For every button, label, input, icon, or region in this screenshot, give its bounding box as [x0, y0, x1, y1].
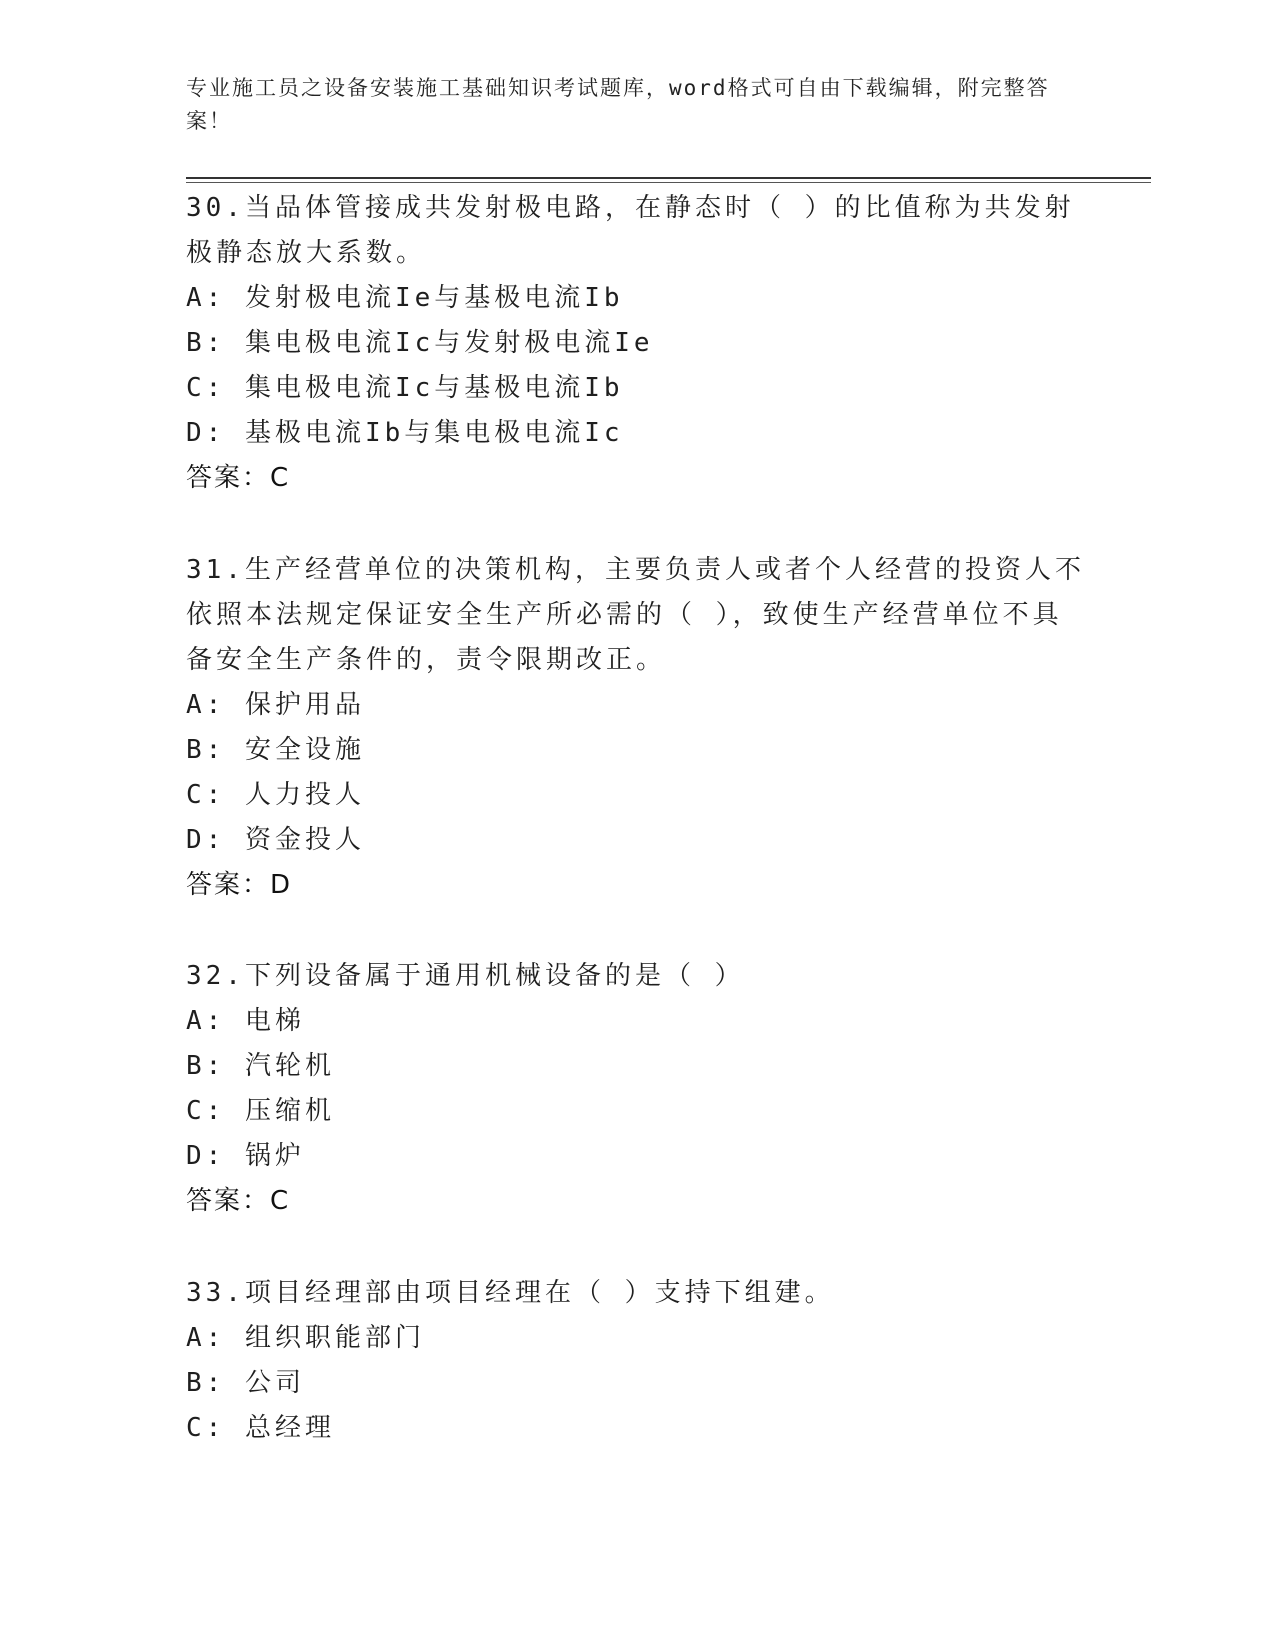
- question-stem: 31.生产经营单位的决策机构，主要负责人或者个人经营的投资人不依照本法规定保证安全生产所必需的（ ），致使生产经营单位不具备安全生产条件的，责令限期改正。: [186, 555, 1085, 675]
- option-b: B: 汽轮机: [186, 1051, 335, 1081]
- answer: 答案：C: [186, 1186, 291, 1216]
- option-c: C: 总经理: [186, 1413, 335, 1443]
- header-rule-thick: [186, 177, 1151, 179]
- answer: 答案：C: [186, 463, 291, 493]
- question-31: [186, 548, 1086, 908]
- question-32: [186, 954, 1086, 1224]
- option-b: B: 公司: [186, 1368, 305, 1398]
- question-stem: 33.项目经理部由项目经理在（ ）支持下组建。: [186, 1278, 835, 1308]
- question-stem: 30.当品体管接成共发射极电路，在静态时（ ）的比值称为共发射极静态放大系数。: [186, 193, 1075, 268]
- answer: 答案：D: [186, 870, 293, 900]
- option-a: A: 电梯: [186, 1006, 305, 1036]
- option-b: B: 安全设施: [186, 735, 365, 765]
- option-a: A: 发射极电流Ie与基极电流Ib: [186, 283, 624, 313]
- document-header: 专业施工员之设备安装施工基础知识考试题库，word格式可自由下载编辑，附完整答案！: [186, 76, 1050, 133]
- option-a: A: 组织职能部门: [186, 1323, 425, 1353]
- option-d: D: 资金投人: [186, 825, 365, 855]
- option-d: D: 锅炉: [186, 1141, 305, 1171]
- option-b: B: 集电极电流Ic与发射极电流Ie: [186, 328, 654, 358]
- question-stem: 32.下列设备属于通用机械设备的是（ ）: [186, 961, 745, 991]
- option-a: A: 保护用品: [186, 690, 365, 720]
- header-rule-thin: [186, 182, 1151, 183]
- question-30: [186, 186, 1086, 501]
- option-d: D: 基极电流Ib与集电极电流Ic: [186, 418, 624, 448]
- option-c: C: 人力投人: [186, 780, 365, 810]
- option-c: C: 集电极电流Ic与基极电流Ib: [186, 373, 624, 403]
- question-33: [186, 1271, 1086, 1451]
- option-c: C: 压缩机: [186, 1096, 335, 1126]
